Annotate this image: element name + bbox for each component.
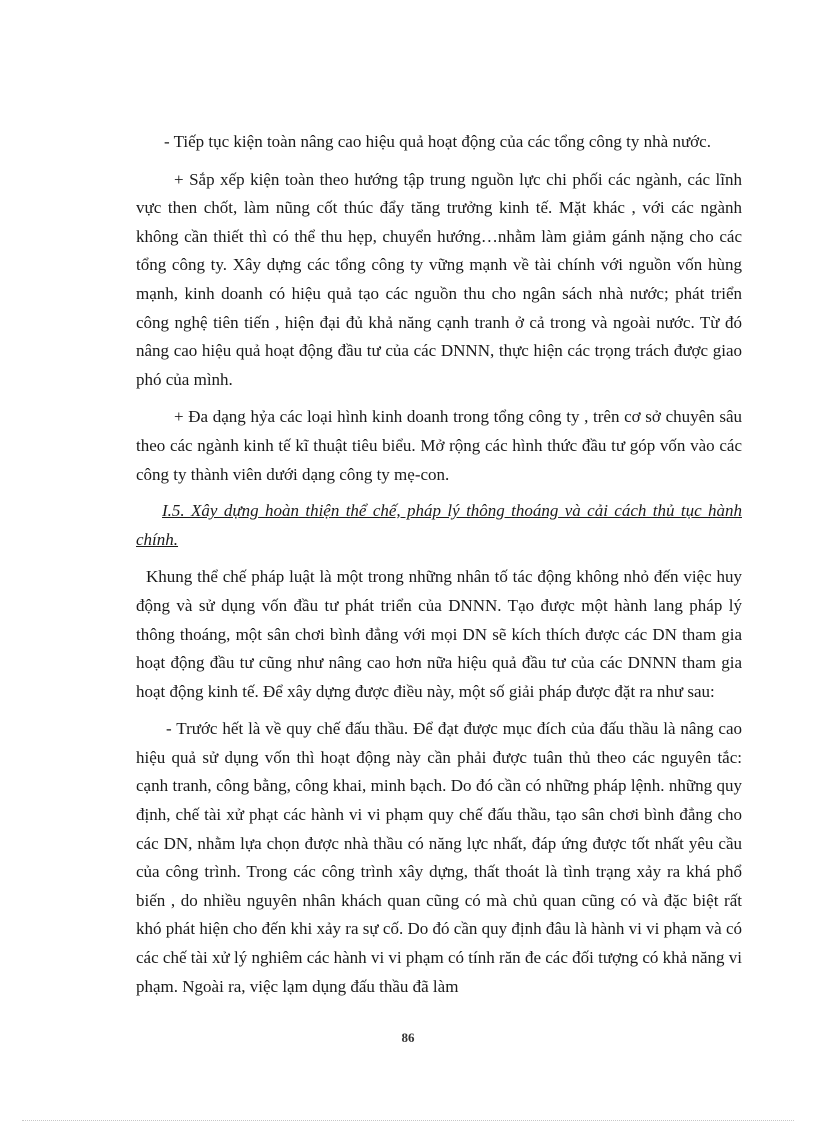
page-number: 86 <box>401 1030 415 1045</box>
paragraph-restructuring: + Sắp xếp kiện toàn theo hướng tập trung nguồn lực chi phối các ngành, các lĩnh vực then chốt, làm nũng cốt thúc đẩy tăng trưởng kinh tế. Mặt khác , với các ngành không cần thiết thì có thể thu hẹp, chuyển hướng…nhằm làm giảm gánh nặng cho các tổng công ty. Xây dựng các tổng công ty vững mạnh về tài chính với nguồn vốn hùng mạnh, kinh doanh có hiệu quả tạo các nguồn thu cho ngân sách nhà nước; phát triển công nghệ tiên tiến , hiện đại đủ khả năng cạnh tranh ở cả trong và ngoài nước. Từ đó nâng cao hiệu quả hoạt động đầu tư của các DNNN, thực hiện các trọng trách được giao phó của mình. <box>136 169 742 389</box>
paragraph-legal-framework: Khung thể chế pháp luật là một trong những nhân tố tác động không nhỏ đến việc huy động và sử dụng vốn đầu tư phát triển của DNNN. Tạo được một hành lang pháp lý thông thoáng, một sân chơi bình đẳng với mọi DN sẽ kích thích được các DN tham gia hoạt động đầu tư cũng như nâng cao hơn nữa hiệu quả đầu tư của các DNNN tham gia hoạt động kinh tế. Để xây dựng được điều này, một số giải pháp được đặt ra như sau: <box>136 567 742 701</box>
paragraph-bidding-regulations: - Trước hết là về quy chế đấu thầu. Để đạt được mục đích của đấu thầu là nâng cao hiệu quả sử dụng vốn thì hoạt động này cần phải được tuân thủ theo các nguyên tắc: cạnh tranh, công bằng, công khai, minh bạch. Do đó cần có những pháp lệnh. những quy định, chế tài xử phạt các hành vi vi phạm quy chế đấu thầu, tạo sân chơi bình đẳng cho các DN, nhằm lựa chọn được nhà thầu có năng lực nhất, đáp ứng được tốt nhất yêu cầu của công trình. Trong các công trình xây dựng, thất thoát là tình trạng xảy ra khá phổ biến , do nhiều nguyên nhân khách quan cũng có mà chủ quan cũng có và đặc biệt rất khó phát hiện cho đến khi xảy ra sự cố. Do đó cần quy định đâu là hành vi vi phạm và có các chế tài xử lý nghiêm các hành vi vi phạm có tính răn đe các đối tượng có khả năng vi phạm. Ngoài ra, việc lạm dụng đấu thầu đã làm <box>136 719 742 996</box>
paragraph-diversification: + Đa dạng hỷa các loại hình kinh doanh trong tổng công ty , trên cơ sở chuyên sâu theo các ngành kinh tế kĩ thuật tiêu biểu. Mở rộng các hình thức đầu tư góp vốn vào các công ty thành viên dưới dạng công ty mẹ-con. <box>136 407 742 484</box>
page-bottom-divider <box>22 1120 794 1121</box>
page-body <box>136 128 742 1001</box>
section-heading: I.5. Xây dựng hoàn thiện thể chế, pháp lý thông thoáng và cải cách thủ tục hành chính. <box>136 501 742 549</box>
paragraph-state-corporations: - Tiếp tục kiện toàn nâng cao hiệu quả hoạt động của các tổng công ty nhà nước. <box>164 132 711 151</box>
